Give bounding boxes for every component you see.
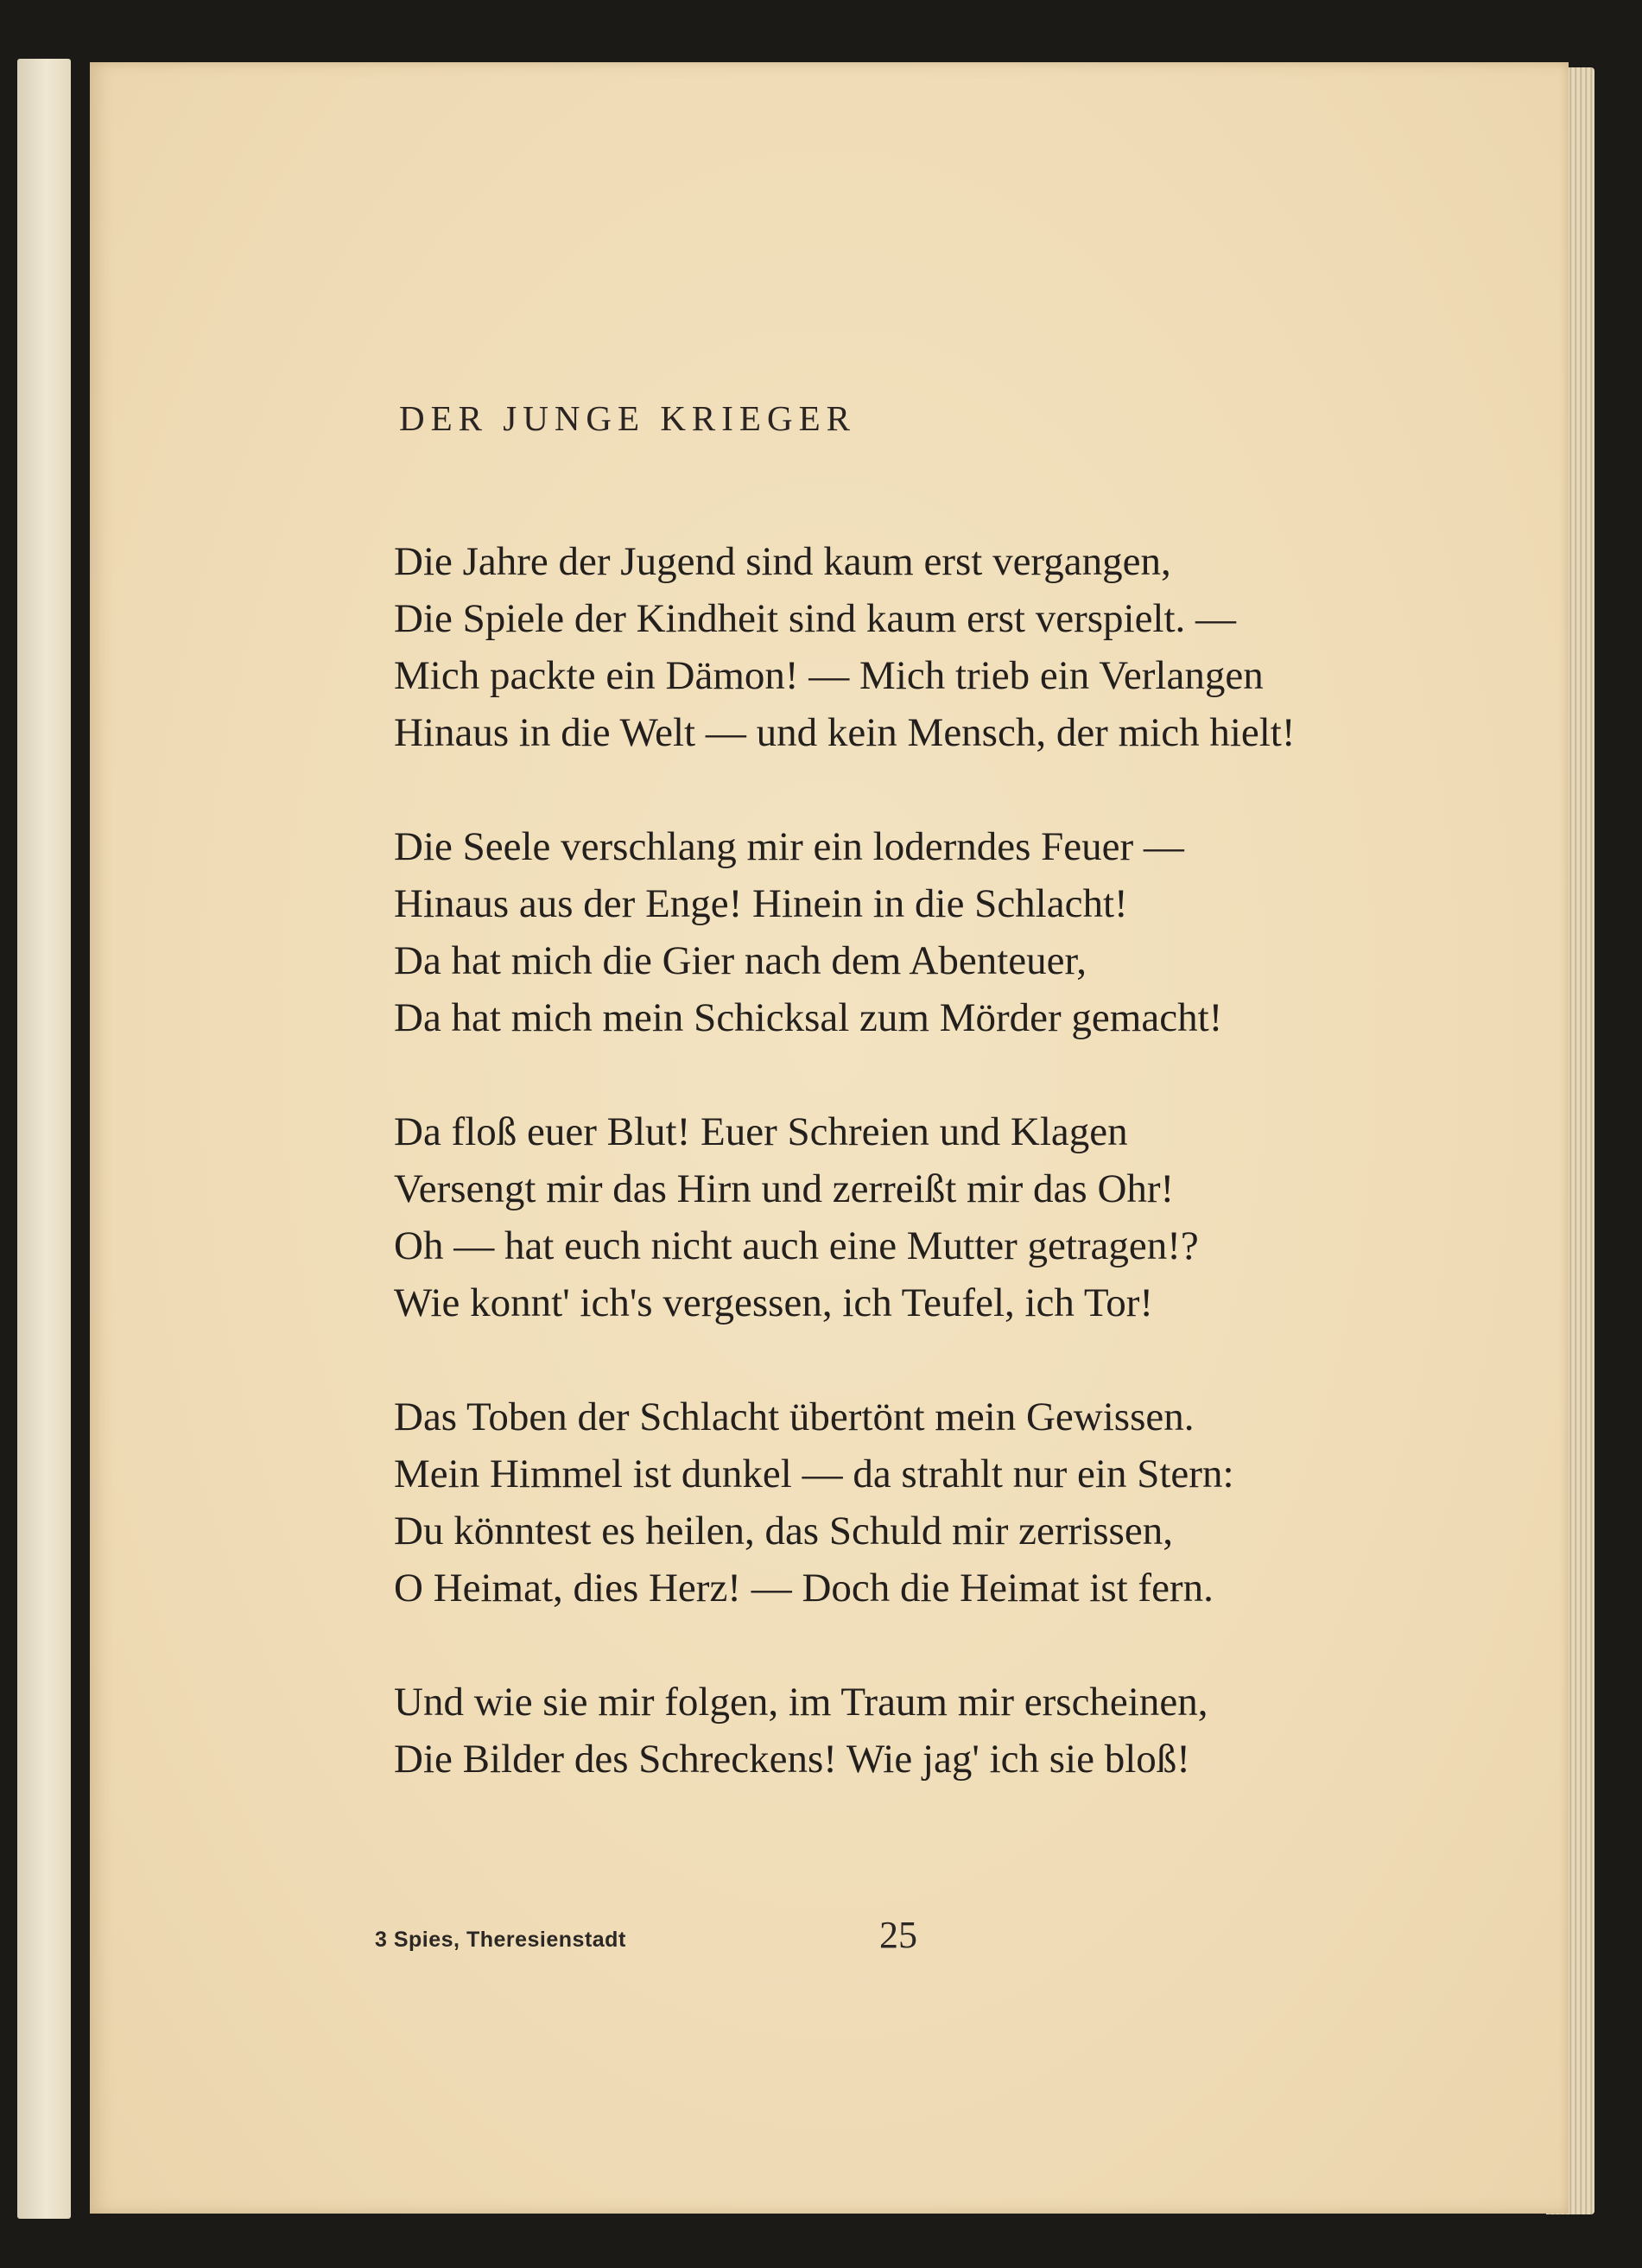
facing-page-edge [17,59,71,2219]
poem-line: Die Bilder des Schreckens! Wie jag' ich sie bloß! [394,1737,1190,1782]
stanza-5 [394,1674,1430,1788]
poem-line: Die Seele verschlang mir ein loderndes Feuer — [394,824,1184,869]
poem-line: Hinaus in die Welt — und kein Mensch, der mich hielt! [394,710,1296,755]
poem-line: Das Toben der Schlacht übertönt mein Gewissen. [394,1394,1195,1439]
poem-line: O Heimat, dies Herz! — Doch die Heimat ist fern. [394,1566,1214,1610]
poem-line: Und wie sie mir folgen, im Traum mir erscheinen, [394,1680,1208,1725]
printer-signature: 3 Spies, Theresienstadt [375,1928,626,1952]
poem-line: Hinaus aus der Enge! Hinein in die Schlacht! [394,881,1128,926]
poem-line: Oh — hat euch nicht auch eine Mutter getragen!? [394,1223,1199,1268]
poem-line: Die Jahre der Jugend sind kaum erst vergangen, [394,539,1171,584]
poem-line: Da hat mich mein Schicksal zum Mörder gemacht! [394,995,1223,1040]
stanza-4 [394,1388,1430,1617]
stanza-2 [394,818,1430,1046]
page-number: 25 [879,1914,917,1956]
poem-body [394,533,1430,1845]
poem-line: Die Spiele der Kindheit sind kaum erst verspielt. — [394,596,1237,641]
poem-line: Wie konnt' ich's vergessen, ich Teufel, ich Tor! [394,1280,1154,1325]
poem-line: Mein Himmel ist dunkel — da strahlt nur ein Stern: [394,1452,1234,1496]
poem-line: Da floß euer Blut! Euer Schreien und Klagen [394,1109,1128,1154]
stanza-1 [394,533,1430,761]
stanza-3 [394,1103,1430,1331]
poem-line: Da hat mich die Gier nach dem Abenteuer, [394,938,1087,983]
poem-line: Du könntest es heilen, das Schuld mir zerrissen, [394,1509,1173,1553]
poem-line: Versengt mir das Hirn und zerreißt mir das Ohr! [394,1166,1175,1211]
book-page [90,62,1569,2214]
poem-line: Mich packte ein Dämon! — Mich trieb ein Verlangen [394,653,1264,698]
poem-title: DER JUNGE KRIEGER [399,398,856,438]
